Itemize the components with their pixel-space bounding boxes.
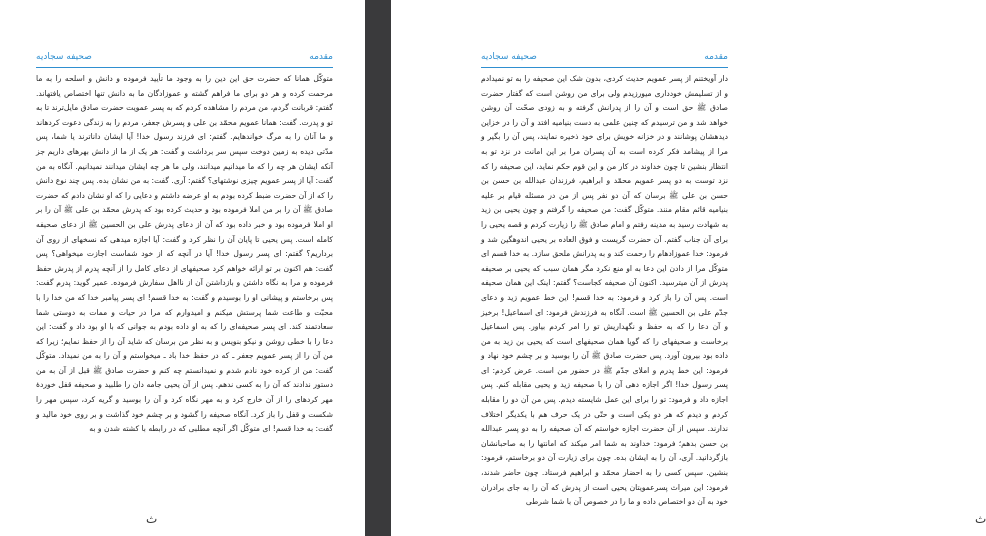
right-header-section-title: مقدمه: [704, 52, 728, 62]
left-page-header: [36, 52, 333, 66]
left-body-text: متوکّل همانا که حضرت حق این دین را به وجود ما تأیید فرموده و دانش و اسلحه را به ما مرحمت کرده و هر دو برای ما فراهم گشته و عموزادگان ما به دانش تنها اختصاص یافتهاند. گفتم: قربانت گردم، من مردم را مشاهده کردم که به پسر عمویت حضرت صادق مایل‌ترند تا به تو و پدرت. گفت: همانا عمویم محمّد بن علی و پسرش جعفر، مردم را به زندگی دعوت کردهاند و ما آنان را به مرگ خواندهایم. گفتم: ای فرزند رسول خدا! آیا ایشان داناترند یا شما، پس مدّتی دیده به زمین دوخت سپس سر برداشت و گفت: هر یک از ما از دانش بهرهای داریم جز آنکه ایشان هر چه را که ما میدانیم میدانند، ولی ما هر چه ایشان میدانند نمیدانیم. آنگاه به من گفت: آیا از پسر عمویم چیزی نوشتهای؟ گفتم: آری. گفت: به من نشان بده. پس چند نوع دانش را که از آن حضرت ضبط کرده بودم به او عرضه داشتم و دعایی را که او نشان دادم که حضرت صادق ﷺ آن را بر من املا فرموده بود و حدیث کرده بود که پدرش محمّد بن علی ﷺ آن را بر او املا فرموده بود و خبر داده بود که آن از دعای پدرش علی بن الحسین ﷺ از دعای صحیفه کامله است. پس یحیی تا پایان آن را نظر کرد و گفت: آیا اجازه میدهی که نسخهای از روی آن برداریم؟ گفتم: ای پسر رسول خدا! آیا در آنچه که از خود شماست اجازت میخواهی؟ پس گفت: هم اکنون بر تو ارائه خواهم کرد صحیفهای از دعای کامل را از آنچه پدرم از پدرش حفظ فرموده و مرا به نگاه داشتن و بازداشتن آن از نااهل سفارش فرموده. عمیر گوید: پدرم گفت: پس برخاستم و پیشانی او را بوسیدم و گفت: به خدا قسم! ای پسر پیامبر خدا که من خدا را با محبّت و طاعت شما پرستش میکنم و امیدوارم که مرا در حیات و ممات به دوستی شما سعادتمند کند. ای پسر صحیفه‌ای را که به او داده بودم به جوانی که با او بود داد و گفت: این دعا را با خطی روشن و نیکو بنویس و به نظر من برسان که شاید آن را از حفظ نمایم؛ زیرا که من آن را از پسر عمویم جعفر ـ که در حفظ خدا باد ـ میخواستم و آن را به من نمیداد. متوکّل گفت: من از کرده خود نادم شدم و نمیدانستم چه کنم و حضرت صادق ﷺ قبل از آن به من دستور ندادند که آن را به کسی ندهم. پس از آن یحیی جامه دان را طلبید و صحیفه قفل خوردهٔ مهر کردهای را از آن خارج کرد و به مهر نگاه کرد و آن را بوسید و گریه کرد، سپس مهر را شکست و قفل را باز کرد. آنگاه صحیفه را گشود و بر چشم خود گذاشت و بر روی خود مالید و گفت: به خدا قسم! ای متوکّل اگر آنچه مطلبی که در رابطه با کشته شدن و به: [36, 74, 333, 434]
book-spine-divider: [365, 0, 391, 536]
left-header-section-title: مقدمه: [309, 52, 333, 62]
left-header-rule: [36, 67, 333, 68]
right-page: [391, 0, 986, 536]
right-page-number: ث: [975, 512, 986, 526]
right-header-rule: [481, 67, 728, 68]
left-page-number: ث: [146, 512, 158, 526]
left-header-book-title: صحیفه سجادیه: [36, 52, 92, 62]
right-body-text: دار آویختنم از پسر عمویم حدیث کردی، بدون شک این صحیفه را به تو نمیدادم و از تسلیمش خودداری میورزیدم ولی برای من روشن است که گفتار حضرت صادق ﷺ حق است و آن را از پدرانش گرفته و به زودی صحّت آن روشن خواهد شد و من ترسیدم که چنین علمی به دست بنیامیه افتد و آن را در خزاین دیدهشان پوشانند و در خزانه خویش برای خود ذخیره نمایند، پس آن را بگیر و مرا از پیشامد فکر کرده است به آن پسران مرا بر این امانت در نزد تو به انتظار بنشین تا چون خداوند در کار من و این قوم حکم نماید، این صحیفه را که نزد توست به دو پسر عمویم محمّد و ابراهیم، فرزندان عبدالله بن حسن بن حسن بن علی ﷺ برسان که آن دو نفر پس از من در مسئله قیام بر علیه بنیامیه قائم مقام منند. متوکّل گفت: من صحیفه را گرفتم و چون یحیی بن زید به شهادت رسید به مدینه رفتم و امام صادق ﷺ را زیارت کردم و قصه یحیی را برای آن جناب گفتم. آن حضرت گریست و فوق العاده بر یحیی اندوهگین شد و فرمود: خدا عموزادهام را رحمت کند و به پدرانش ملحق سازد. به خدا قسم ای متوکّل مرا از دادن این دعا به او منع نکرد مگر همان سبب که یحیی بر صحیفه پدرش از آن میترسید. اکنون آن صحیفه کجاست؟ گفتم: اینک این همان صحیفه است. پس آن را باز کرد و فرمود: به خدا قسم! این خط عمویم زید و دعای جدّم علی بن الحسین ﷺ است. آنگاه به فرزندش فرمود: ای اسماعیل! برخیز و آن دعا را که به حفظ و نگهداریش تو را امر کردم بیاور. پس اسماعیل برخاست و صحیفهای را که گویا همان صحیفهای است که یحیی بن زید به من داده بود بیرون آورد. پس حضرت صادق ﷺ آن را بوسید و بر چشم خود نهاد و فرمود: این خط پدرم و املای جدّم ﷺ در حضور من است. عرض کردم: ای پسر رسول خدا! اگر اجازه دهی آن را با صحیفه زید و یحیی مقابله کنم. پس اجازه داد و فرمود: تو را برای این عمل شایسته دیدم. پس من آن دو را مقابله کردم و دیدم که هر دو یکی است و حتّی در یک حرف هم با یکدیگر اختلاف ندارند. سپس از آن حضرت اجازه خواستم که آن صحیفه را به دو پسر عبدالله بن حسن بدهم؛ فرمود: خداوند به شما امر میکند که امانتها را به صاحبانشان بازگردانید. آری، آن را به ایشان بده. چون برای زیارت آن دو برخاستم، فرمود: بنشین. سپس کسی را به احضار محمّد و ابراهیم فرستاد. چون حاضر شدند، فرمود: این میراث پسرعمویتان یحیی است از پدرش که آن را به جای برادران خود به آن دو اختصاص داده و ما را در خصوص آن با شما شرطی: [481, 74, 728, 507]
left-page: [0, 0, 365, 536]
right-header-book-title: صحیفه سجادیه: [481, 52, 537, 62]
right-page-header: [481, 52, 728, 66]
